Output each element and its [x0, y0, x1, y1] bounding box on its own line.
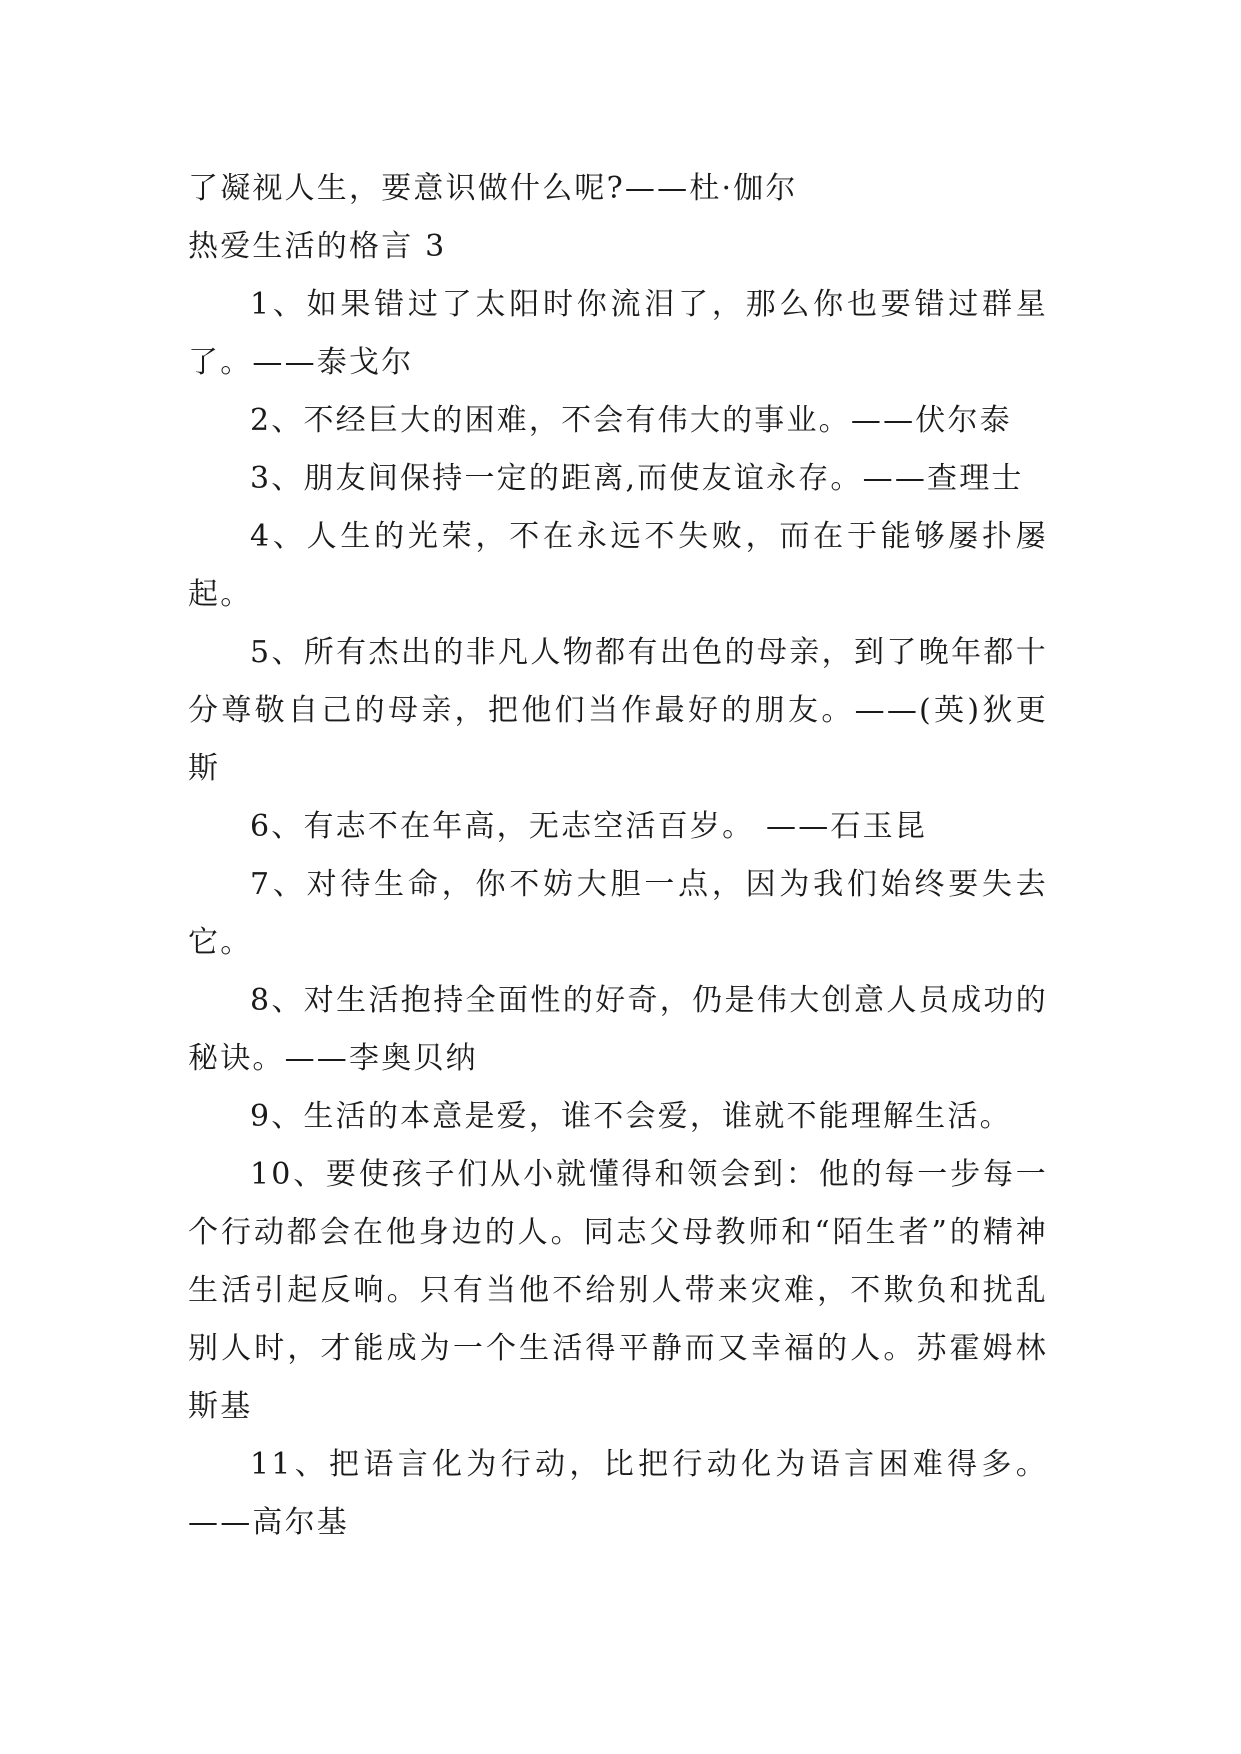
quote-item-2: 2、不经巨大的困难，不会有伟大的事业。——伏尔泰	[250, 403, 1012, 438]
quote-item-5: 5、所有杰出的非凡人物都有出色的母亲，到了晚年都十分尊敬自己的母亲，把他们当作最好的朋友。——(英)狄更斯	[188, 635, 1048, 786]
quote-item-3: 3、朋友间保持一定的距离,而使友谊永存。——查理士	[250, 461, 1024, 496]
document-body	[188, 160, 1048, 1552]
quote-item-7: 7、对待生命，你不妨大胆一点，因为我们始终要失去它。	[188, 867, 1048, 960]
quote-item-11: 11、把语言化为行动，比把行动化为语言困难得多。——高尔基	[188, 1447, 1048, 1540]
quote-item-4: 4、人生的光荣，不在永远不失败，而在于能够屡扑屡起。	[188, 519, 1048, 612]
quote-item-9: 9、生活的本意是爱，谁不会爱，谁就不能理解生活。	[250, 1099, 1012, 1134]
quote-item-1: 1、如果错过了太阳时你流泪了，那么你也要错过群星了。——泰戈尔	[188, 287, 1048, 380]
intro-line: 了凝视人生，要意识做什么呢?——杜·伽尔	[188, 171, 798, 206]
quote-item-6: 6、有志不在年高，无志空活百岁。 ——石玉昆	[250, 809, 928, 844]
section-heading: 热爱生活的格言 3	[188, 229, 447, 264]
quote-item-8: 8、对生活抱持全面性的好奇，仍是伟大创意人员成功的秘诀。——李奥贝纳	[188, 983, 1048, 1076]
quote-item-10: 10、要使孩子们从小就懂得和领会到：他的每一步每一个行动都会在他身边的人。同志父母教师和“陌生者”的精神生活引起反响。只有当他不给别人带来灾难，不欺负和扰乱别人时，才能成为一个生活得平静而又幸福的人。苏霍姆林斯基	[188, 1157, 1048, 1424]
